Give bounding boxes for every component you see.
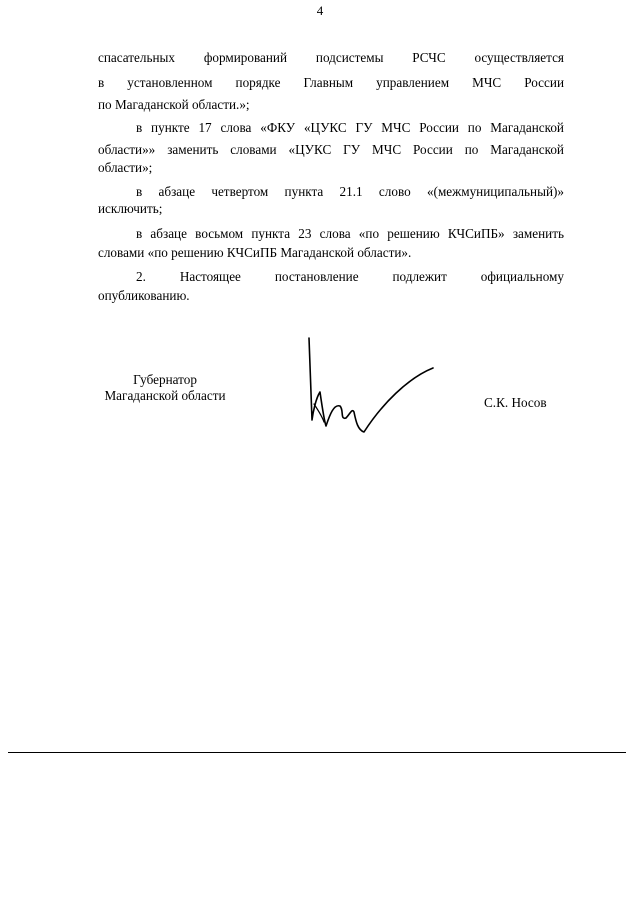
text-line: словами «по решению КЧСиПБ Магаданской области».: [98, 245, 412, 260]
text-line: спасательных формирований подсистемы РСЧС осуществляется: [98, 50, 564, 65]
text-line: опубликованию.: [98, 288, 190, 303]
text-line: в пункте 17 слова «ФКУ «ЦУКС ГУ МЧС России по Магаданской: [136, 120, 564, 135]
text-line: исключить;: [98, 201, 163, 216]
text-line: 2. Настоящее постановление подлежит официальному: [136, 269, 564, 284]
handwritten-signature: [300, 334, 440, 439]
signer-name: С.К. Носов: [484, 395, 547, 410]
text-line: в абзаце восьмом пункта 23 слова «по решению КЧСиПБ» заменить: [136, 226, 564, 241]
text-line: области»;: [98, 160, 153, 175]
text-line: в установленном порядке Главным управлением МЧС России: [98, 75, 564, 90]
governor-region-line: Магаданской области: [104, 388, 226, 403]
text-line: по Магаданской области.»;: [98, 97, 250, 112]
footer-divider: [8, 752, 626, 753]
governor-title-line: Губернатор: [133, 372, 197, 387]
text-line: в абзаце четвертом пункта 21.1 слово «(межмуниципальный)»: [136, 184, 564, 199]
page-number: 4: [316, 3, 324, 18]
governor-title: [90, 372, 240, 404]
text-line: области»» заменить словами «ЦУКС ГУ МЧС России по Магаданской: [98, 142, 564, 157]
